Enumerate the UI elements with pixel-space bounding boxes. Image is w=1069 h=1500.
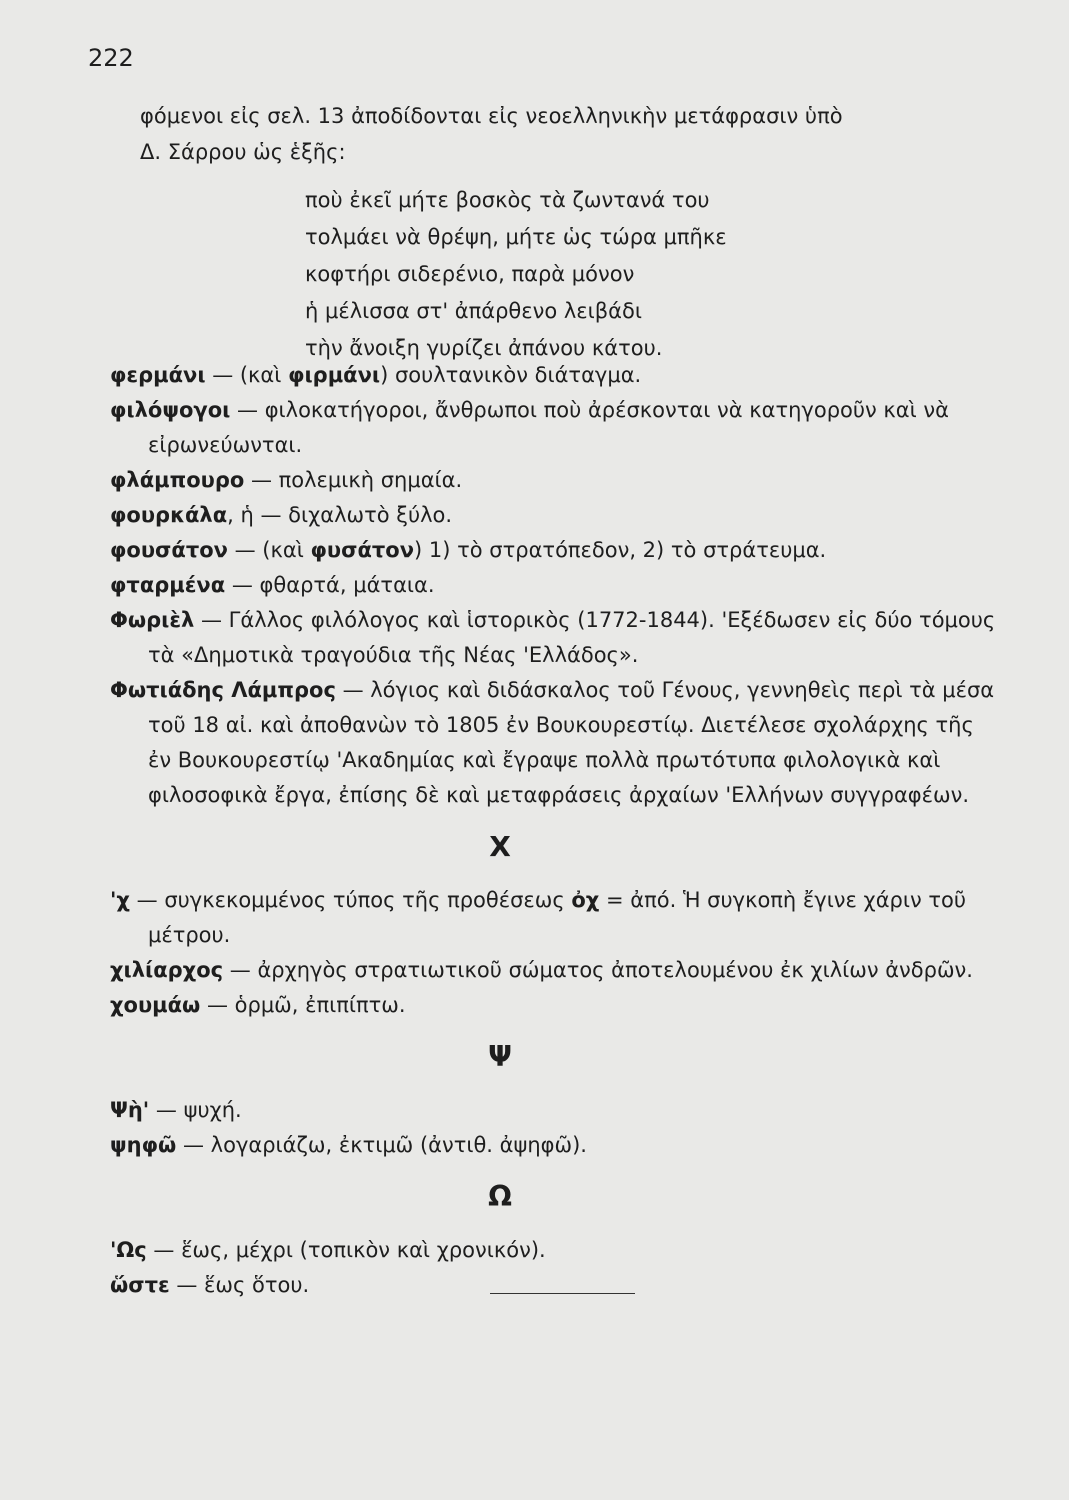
headword: φιλόψογοι [110, 398, 231, 422]
glossary-entry: 'χ — συγκεκομμένος τύπος τῆς προθέσεως ὀχ = ἀπό. Ἡ συγκοπὴ ἔγινε χάριν τοῦ μέτρου. [110, 888, 967, 947]
headword: Ψὴ' [110, 1098, 150, 1122]
glossary-entry: χουμάω — ὁρμῶ, ἐπιπίπτω. [110, 993, 406, 1017]
headword: φουρκάλα [110, 503, 228, 527]
glossary-entry: Φωτιάδης Λάμπρος — λόγιος καὶ διδάσκαλος τοῦ Γένους, γεννηθεὶς περὶ τὰ μέσα τοῦ 18 αἰ. καὶ ἀποθανὼν τὸ 1805 ἐν Βουκουρεστίῳ. Διετέλεσε σχολάρχης τῆς ἐν Βουκουρεστίῳ 'Ακαδημίας καὶ ἔγραψε πολλὰ πρωτότυπα φιλολογικὰ καὶ φιλοσοφικὰ ἔργα, ἐπίσης δὲ καὶ μεταφράσεις ἀρχαίων 'Ελλήνων συγγραφέων. [110, 678, 995, 807]
glossary-entry: Ψὴ' — ψυχή. [110, 1098, 242, 1122]
glossary-entry: ὥστε — ἕως ὅτου. [110, 1273, 310, 1297]
glossary-entry: Φωριὲλ — Γάλλος φιλόλογος καὶ ἱστορικὸς (1772-1844). 'Εξέδωσεν εἰς δύο τόμους τὰ «Δημοτικὰ τραγούδια τῆς Νέας 'Ελλάδος». [110, 608, 996, 667]
glossary-entry: χιλίαρχος — ἀρχηγὸς στρατιωτικοῦ σώματος ἀποτελουμένου ἐκ χιλίων ἀνδρῶν. [110, 958, 973, 982]
headword: ψηφῶ [110, 1133, 177, 1157]
section-heading-omega: Ω [488, 1180, 512, 1213]
glossary-entry: ψηφῶ — λογαριάζω, ἐκτιμῶ (ἀντιθ. ἀψηφῶ). [110, 1133, 587, 1157]
page-number: 222 [88, 44, 134, 72]
headword: φταρμένα [110, 573, 226, 597]
glossary [110, 358, 1000, 1303]
glossary-entry: φλάμπουρο — πολεμικὴ σημαία. [110, 468, 463, 492]
headword: φουσάτον [110, 538, 228, 562]
poem-quote [305, 182, 727, 367]
headword-variant: φιρμάνι [288, 363, 381, 387]
headword-variant: φυσάτον [310, 538, 415, 562]
glossary-entry: φουσάτον — (καὶ φυσάτον) 1) τὸ στρατόπεδον, 2) τὸ στράτευμα. [110, 538, 827, 562]
headword: 'χ [110, 888, 130, 912]
poem-line: ποὺ ἐκεῖ μήτε βοσκὸς τὰ ζωντανά του [305, 188, 710, 212]
intro-line: Δ. Σάρρου ὡς ἑξῆς: [140, 140, 346, 164]
poem-line: τὴν ἄνοιξη γυρίζει ἀπάνου κάτου. [305, 336, 663, 360]
headword-variant: ὀχ [571, 888, 600, 912]
headword: 'Ως [110, 1238, 147, 1262]
intro-line: φόμενοι εἰς σελ. 13 ἀποδίδονται εἰς νεοελληνικὴν μετάφρασιν ὑπὸ [140, 104, 843, 128]
section-heading-chi: X [489, 830, 511, 863]
glossary-entry: 'Ως — ἕως, μέχρι (τοπικὸν καὶ χρονικόν). [110, 1238, 546, 1262]
poem-line: ἡ μέλισσα στ' ἀπάρθενο λειβάδι [305, 299, 642, 323]
glossary-entry: φουρκάλα, ἡ — διχαλωτὸ ξύλο. [110, 503, 453, 527]
section-heading-psi: Ψ [488, 1040, 512, 1073]
glossary-entry: φιλόψογοι — φιλοκατήγοροι, ἄνθρωποι ποὺ ἀρέσκονται νὰ κατηγοροῦν καὶ νὰ εἰρωνεύωνται. [110, 398, 949, 457]
headword: φλάμπουρο [110, 468, 245, 492]
headword: χιλίαρχος [110, 958, 224, 982]
intro-paragraph [140, 98, 990, 170]
end-rule [490, 1293, 635, 1294]
glossary-entry: φταρμένα — φθαρτά, μάταια. [110, 573, 435, 597]
headword: Φωτιάδης Λάμπρος [110, 678, 336, 702]
headword: χουμάω [110, 993, 201, 1017]
poem-line: κοφτήρι σιδερένιο, παρὰ μόνον [305, 262, 635, 286]
headword: Φωριὲλ [110, 608, 195, 632]
headword: ὥστε [110, 1273, 170, 1297]
headword: φερμάνι [110, 363, 206, 387]
glossary-entry: φερμάνι — (καὶ φιρμάνι) σουλτανικὸν διάταγμα. [110, 363, 642, 387]
poem-line: τολμάει νὰ θρέψη, μήτε ὡς τώρα μπῆκε [305, 225, 727, 249]
